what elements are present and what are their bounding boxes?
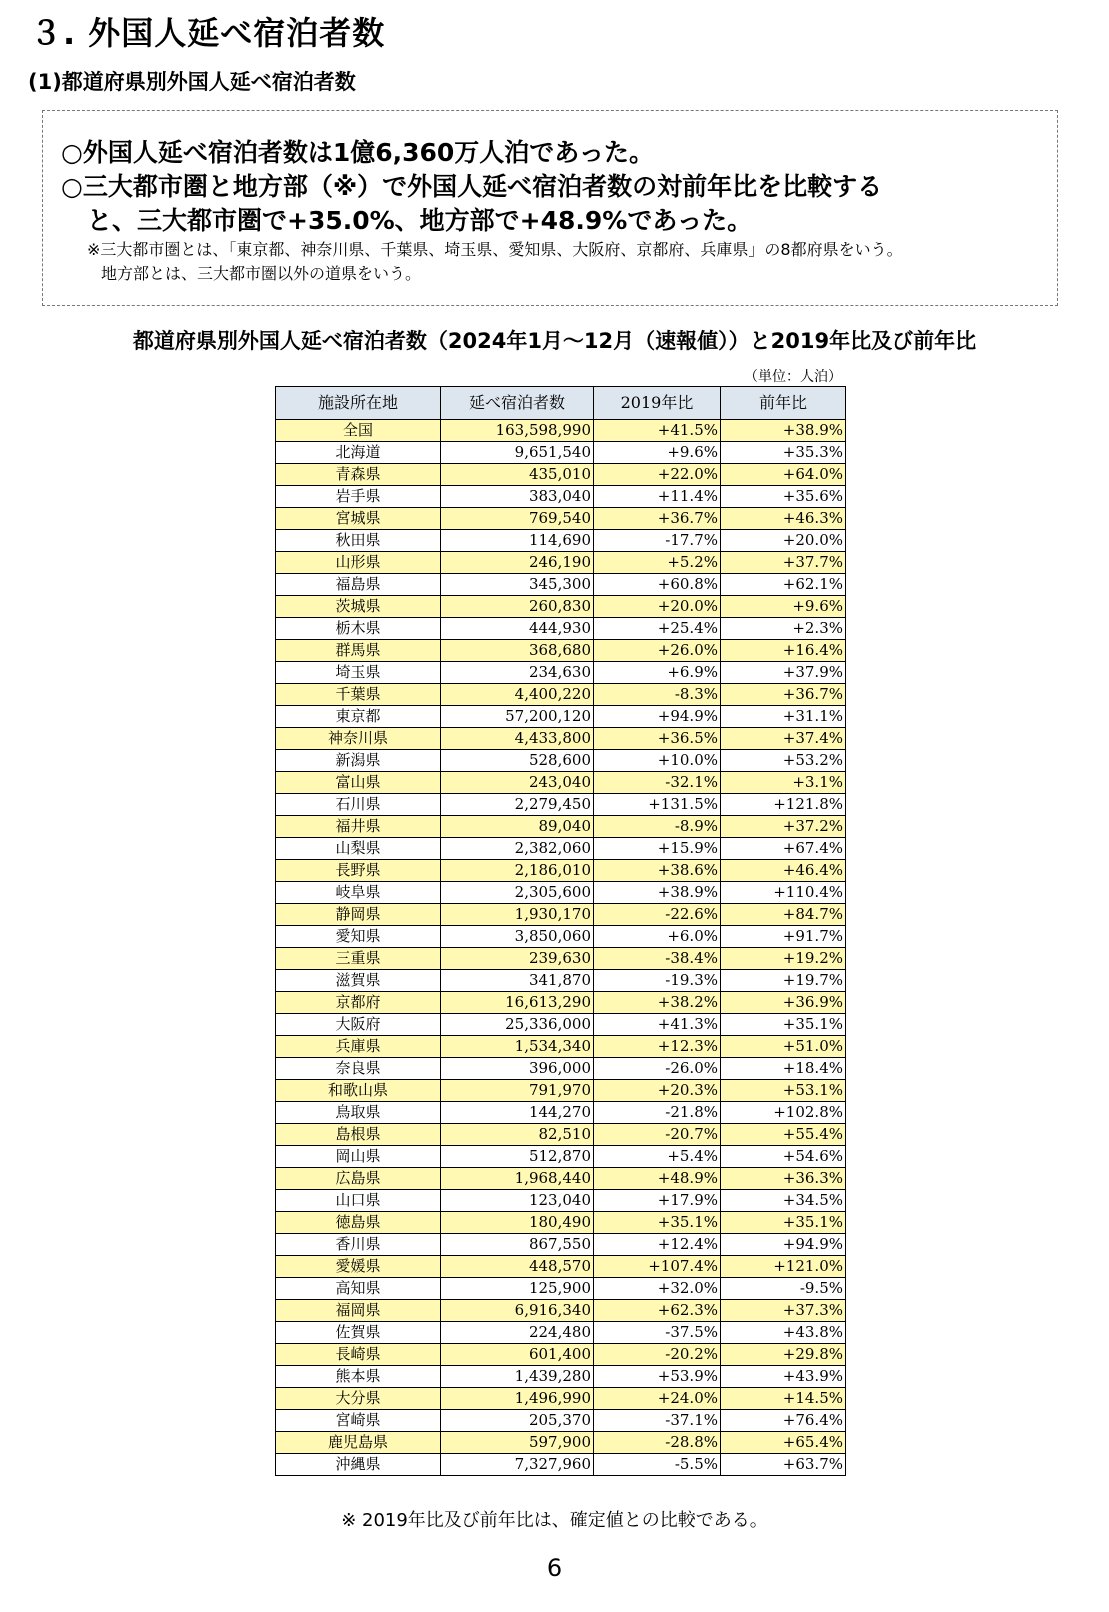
guests-cell: 2,186,010 [441,860,594,882]
vs2019-cell: +38.6% [594,860,721,882]
guests-cell: 25,336,000 [441,1014,594,1036]
prefecture-cell: 栃木県 [276,618,441,640]
table-row [276,1168,846,1190]
guests-cell: 6,916,340 [441,1300,594,1322]
vs2019-cell: -22.6% [594,904,721,926]
table-row [276,728,846,750]
vs2019-cell: -5.5% [594,1454,721,1476]
prefecture-cell: 山梨県 [276,838,441,860]
guests-cell: 1,439,280 [441,1366,594,1388]
guests-cell: 180,490 [441,1212,594,1234]
prefecture-cell: 千葉県 [276,684,441,706]
yoy-cell: +53.1% [721,1080,846,1102]
prefecture-cell: 岩手県 [276,486,441,508]
vs2019-cell: +107.4% [594,1256,721,1278]
guests-cell: 1,968,440 [441,1168,594,1190]
prefecture-cell: 大阪府 [276,1014,441,1036]
table-row [276,508,846,530]
summary-note-1: ※三大都市圏とは、「東京都、神奈川県、千葉県、埼玉県、愛知県、大阪府、京都府、兵庫県」の8都府県をいう。 [87,240,903,259]
table-row [276,1388,846,1410]
yoy-cell: +65.4% [721,1432,846,1454]
table-row [276,1058,846,1080]
table-row [276,816,846,838]
vs2019-cell: +53.9% [594,1366,721,1388]
prefecture-cell: 大分県 [276,1388,441,1410]
guests-cell: 791,970 [441,1080,594,1102]
guests-cell: 435,010 [441,464,594,486]
summary-line-2: ○三大都市圏と地方部（※）で外国人延べ宿泊者数の対前年比を比較する [61,172,883,201]
yoy-cell: +37.3% [721,1300,846,1322]
prefecture-cell: 秋田県 [276,530,441,552]
table-row [276,1300,846,1322]
table-row [276,1366,846,1388]
yoy-cell: +46.4% [721,860,846,882]
guests-cell: 601,400 [441,1344,594,1366]
vs2019-cell: +35.1% [594,1212,721,1234]
vs2019-cell: -26.0% [594,1058,721,1080]
guests-cell: 144,270 [441,1102,594,1124]
guests-cell: 2,382,060 [441,838,594,860]
vs2019-cell: +20.3% [594,1080,721,1102]
vs2019-cell: -37.5% [594,1322,721,1344]
prefecture-cell: 佐賀県 [276,1322,441,1344]
vs2019-cell: -20.2% [594,1344,721,1366]
prefecture-cell: 滋賀県 [276,970,441,992]
vs2019-cell: +12.3% [594,1036,721,1058]
guests-cell: 383,040 [441,486,594,508]
footnote: ※ 2019年比及び前年比は、確定値との比較である。 [341,1510,768,1531]
guests-cell: 867,550 [441,1234,594,1256]
vs2019-cell: +6.0% [594,926,721,948]
prefecture-cell: 新潟県 [276,750,441,772]
prefecture-cell: 富山県 [276,772,441,794]
table-body [276,420,846,1476]
table-row [276,618,846,640]
vs2019-cell: -8.9% [594,816,721,838]
yoy-cell: +46.3% [721,508,846,530]
vs2019-cell: +62.3% [594,1300,721,1322]
yoy-cell: +63.7% [721,1454,846,1476]
yoy-cell: +35.1% [721,1014,846,1036]
guests-cell: 597,900 [441,1432,594,1454]
summary-box [42,110,1058,306]
yoy-cell: +18.4% [721,1058,846,1080]
yoy-cell: +121.0% [721,1256,846,1278]
subsection-title: (1)都道府県別外国人延べ宿泊者数 [28,70,356,94]
table-row [276,1124,846,1146]
prefecture-cell: 群馬県 [276,640,441,662]
table-row [276,574,846,596]
guests-cell: 444,930 [441,618,594,640]
prefecture-cell: 愛媛県 [276,1256,441,1278]
table-row [276,1256,846,1278]
table-row [276,948,846,970]
table-row [276,442,846,464]
vs2019-cell: -19.3% [594,970,721,992]
yoy-cell: +3.1% [721,772,846,794]
prefecture-cell: 奈良県 [276,1058,441,1080]
prefecture-cell: 宮崎県 [276,1410,441,1432]
yoy-cell: +110.4% [721,882,846,904]
prefecture-cell: 山形県 [276,552,441,574]
unit-label: （単位：人泊） [744,369,842,385]
prefecture-cell: 愛知県 [276,926,441,948]
table-row [276,486,846,508]
prefecture-cell: 島根県 [276,1124,441,1146]
yoy-cell: +37.4% [721,728,846,750]
table-header-row [276,387,846,420]
guests-cell: 57,200,120 [441,706,594,728]
table-row [276,1410,846,1432]
yoy-cell: +34.5% [721,1190,846,1212]
prefecture-cell: 鳥取県 [276,1102,441,1124]
table-row [276,1080,846,1102]
vs2019-cell: -38.4% [594,948,721,970]
yoy-cell: +51.0% [721,1036,846,1058]
guests-cell: 1,534,340 [441,1036,594,1058]
prefecture-cell: 東京都 [276,706,441,728]
prefecture-cell: 兵庫県 [276,1036,441,1058]
table-row [276,530,846,552]
prefecture-cell: 京都府 [276,992,441,1014]
vs2019-cell: +38.9% [594,882,721,904]
guests-cell: 82,510 [441,1124,594,1146]
summary-note-2: 地方部とは、三大都市圏以外の道県をいう。 [101,264,422,283]
yoy-cell: +43.8% [721,1322,846,1344]
yoy-cell: +94.9% [721,1234,846,1256]
yoy-cell: +20.0% [721,530,846,552]
yoy-cell: +9.6% [721,596,846,618]
guests-cell: 769,540 [441,508,594,530]
section-title: ３. 外国人延べ宿泊者数 [30,14,386,52]
yoy-cell: -9.5% [721,1278,846,1300]
vs2019-cell: -32.1% [594,772,721,794]
table-row [276,420,846,442]
prefecture-cell: 長野県 [276,860,441,882]
yoy-cell: +16.4% [721,640,846,662]
guests-cell: 123,040 [441,1190,594,1212]
yoy-cell: +62.1% [721,574,846,596]
yoy-cell: +53.2% [721,750,846,772]
yoy-cell: +54.6% [721,1146,846,1168]
yoy-cell: +67.4% [721,838,846,860]
guests-cell: 4,400,220 [441,684,594,706]
guests-cell: 224,480 [441,1322,594,1344]
table-row [276,1344,846,1366]
vs2019-cell: +94.9% [594,706,721,728]
guests-cell: 528,600 [441,750,594,772]
prefecture-cell: 広島県 [276,1168,441,1190]
table-row [276,640,846,662]
guests-cell: 163,598,990 [441,420,594,442]
vs2019-cell: +24.0% [594,1388,721,1410]
prefecture-cell: 埼玉県 [276,662,441,684]
guests-cell: 9,651,540 [441,442,594,464]
prefecture-cell: 福井県 [276,816,441,838]
guests-cell: 205,370 [441,1410,594,1432]
vs2019-cell: +5.2% [594,552,721,574]
vs2019-cell: +11.4% [594,486,721,508]
vs2019-cell: +36.7% [594,508,721,530]
guests-cell: 7,327,960 [441,1454,594,1476]
guests-cell: 246,190 [441,552,594,574]
table-row [276,1146,846,1168]
guests-cell: 2,305,600 [441,882,594,904]
yoy-cell: +37.7% [721,552,846,574]
guests-cell: 1,930,170 [441,904,594,926]
vs2019-cell: -17.7% [594,530,721,552]
vs2019-cell: -8.3% [594,684,721,706]
table-row [276,838,846,860]
guests-cell: 16,613,290 [441,992,594,1014]
table-row [276,662,846,684]
yoy-cell: +38.9% [721,420,846,442]
vs2019-cell: +9.6% [594,442,721,464]
vs2019-cell: +41.3% [594,1014,721,1036]
guests-cell: 512,870 [441,1146,594,1168]
vs2019-cell: +131.5% [594,794,721,816]
prefecture-cell: 福島県 [276,574,441,596]
vs2019-cell: -21.8% [594,1102,721,1124]
table-row [276,992,846,1014]
vs2019-cell: +60.8% [594,574,721,596]
vs2019-cell: +10.0% [594,750,721,772]
guests-cell: 448,570 [441,1256,594,1278]
vs2019-cell: +25.4% [594,618,721,640]
table-row [276,1190,846,1212]
prefecture-cell: 沖縄県 [276,1454,441,1476]
table-row [276,750,846,772]
guests-cell: 260,830 [441,596,594,618]
table-row [276,552,846,574]
vs2019-cell: +6.9% [594,662,721,684]
vs2019-cell: +36.5% [594,728,721,750]
table-row [276,1014,846,1036]
yoy-cell: +91.7% [721,926,846,948]
table-row [276,684,846,706]
yoy-cell: +64.0% [721,464,846,486]
header-yoy: 前年比 [721,387,846,420]
prefecture-cell: 高知県 [276,1278,441,1300]
table-row [276,860,846,882]
table-row [276,1212,846,1234]
yoy-cell: +19.7% [721,970,846,992]
table-title: 都道府県別外国人延べ宿泊者数（2024年1月～12月（速報値））と2019年比及び前年比 [132,329,977,353]
table-row [276,1432,846,1454]
vs2019-cell: +22.0% [594,464,721,486]
guests-cell: 2,279,450 [441,794,594,816]
vs2019-cell: +38.2% [594,992,721,1014]
yoy-cell: +43.9% [721,1366,846,1388]
guests-cell: 368,680 [441,640,594,662]
table-row [276,1278,846,1300]
table-row [276,904,846,926]
prefecture-cell: 和歌山県 [276,1080,441,1102]
yoy-cell: +35.1% [721,1212,846,1234]
vs2019-cell: -37.1% [594,1410,721,1432]
table-row [276,1322,846,1344]
vs2019-cell: +48.9% [594,1168,721,1190]
page-number: 6 [546,1554,563,1582]
yoy-cell: +55.4% [721,1124,846,1146]
table-row [276,596,846,618]
guests-cell: 341,870 [441,970,594,992]
table-row [276,1234,846,1256]
prefecture-cell: 岡山県 [276,1146,441,1168]
table-row [276,464,846,486]
vs2019-cell: +5.4% [594,1146,721,1168]
prefecture-cell: 全国 [276,420,441,442]
yoy-cell: +29.8% [721,1344,846,1366]
header-vs2019: 2019年比 [594,387,721,420]
table-row [276,794,846,816]
yoy-cell: +102.8% [721,1102,846,1124]
vs2019-cell: +15.9% [594,838,721,860]
yoy-cell: +35.6% [721,486,846,508]
yoy-cell: +2.3% [721,618,846,640]
guests-cell: 89,040 [441,816,594,838]
prefecture-cell: 鹿児島県 [276,1432,441,1454]
yoy-cell: +36.3% [721,1168,846,1190]
prefecture-cell: 山口県 [276,1190,441,1212]
prefecture-cell: 福岡県 [276,1300,441,1322]
yoy-cell: +84.7% [721,904,846,926]
guests-cell: 396,000 [441,1058,594,1080]
prefecture-cell: 宮城県 [276,508,441,530]
yoy-cell: +14.5% [721,1388,846,1410]
yoy-cell: +36.7% [721,684,846,706]
vs2019-cell: -28.8% [594,1432,721,1454]
prefecture-cell: 静岡県 [276,904,441,926]
prefecture-cell: 徳島県 [276,1212,441,1234]
prefecture-table [275,386,846,1476]
guests-cell: 239,630 [441,948,594,970]
table-row [276,1454,846,1476]
guests-cell: 4,433,800 [441,728,594,750]
guests-cell: 114,690 [441,530,594,552]
vs2019-cell: +20.0% [594,596,721,618]
yoy-cell: +19.2% [721,948,846,970]
summary-line-3: と、三大都市圏で+35.0%、地方部で+48.9%であった。 [87,206,753,235]
guests-cell: 234,630 [441,662,594,684]
vs2019-cell: +26.0% [594,640,721,662]
table-row [276,1036,846,1058]
yoy-cell: +35.3% [721,442,846,464]
prefecture-cell: 長崎県 [276,1344,441,1366]
prefecture-cell: 香川県 [276,1234,441,1256]
prefecture-cell: 三重県 [276,948,441,970]
table-row [276,772,846,794]
vs2019-cell: +32.0% [594,1278,721,1300]
table-row [276,926,846,948]
prefecture-cell: 神奈川県 [276,728,441,750]
vs2019-cell: +41.5% [594,420,721,442]
vs2019-cell: -20.7% [594,1124,721,1146]
guests-cell: 1,496,990 [441,1388,594,1410]
header-location: 施設所在地 [276,387,441,420]
yoy-cell: +37.9% [721,662,846,684]
yoy-cell: +121.8% [721,794,846,816]
summary-line-1: ○外国人延べ宿泊者数は1億6,360万人泊であった。 [61,138,655,167]
guests-cell: 125,900 [441,1278,594,1300]
yoy-cell: +76.4% [721,1410,846,1432]
prefecture-cell: 熊本県 [276,1366,441,1388]
prefecture-cell: 青森県 [276,464,441,486]
yoy-cell: +37.2% [721,816,846,838]
table-row [276,1102,846,1124]
table-row [276,706,846,728]
guests-cell: 3,850,060 [441,926,594,948]
guests-cell: 345,300 [441,574,594,596]
yoy-cell: +36.9% [721,992,846,1014]
prefecture-cell: 岐阜県 [276,882,441,904]
guests-cell: 243,040 [441,772,594,794]
yoy-cell: +31.1% [721,706,846,728]
vs2019-cell: +17.9% [594,1190,721,1212]
prefecture-cell: 北海道 [276,442,441,464]
vs2019-cell: +12.4% [594,1234,721,1256]
header-guests: 延べ宿泊者数 [441,387,594,420]
table-row [276,882,846,904]
prefecture-cell: 茨城県 [276,596,441,618]
table-row [276,970,846,992]
prefecture-cell: 石川県 [276,794,441,816]
